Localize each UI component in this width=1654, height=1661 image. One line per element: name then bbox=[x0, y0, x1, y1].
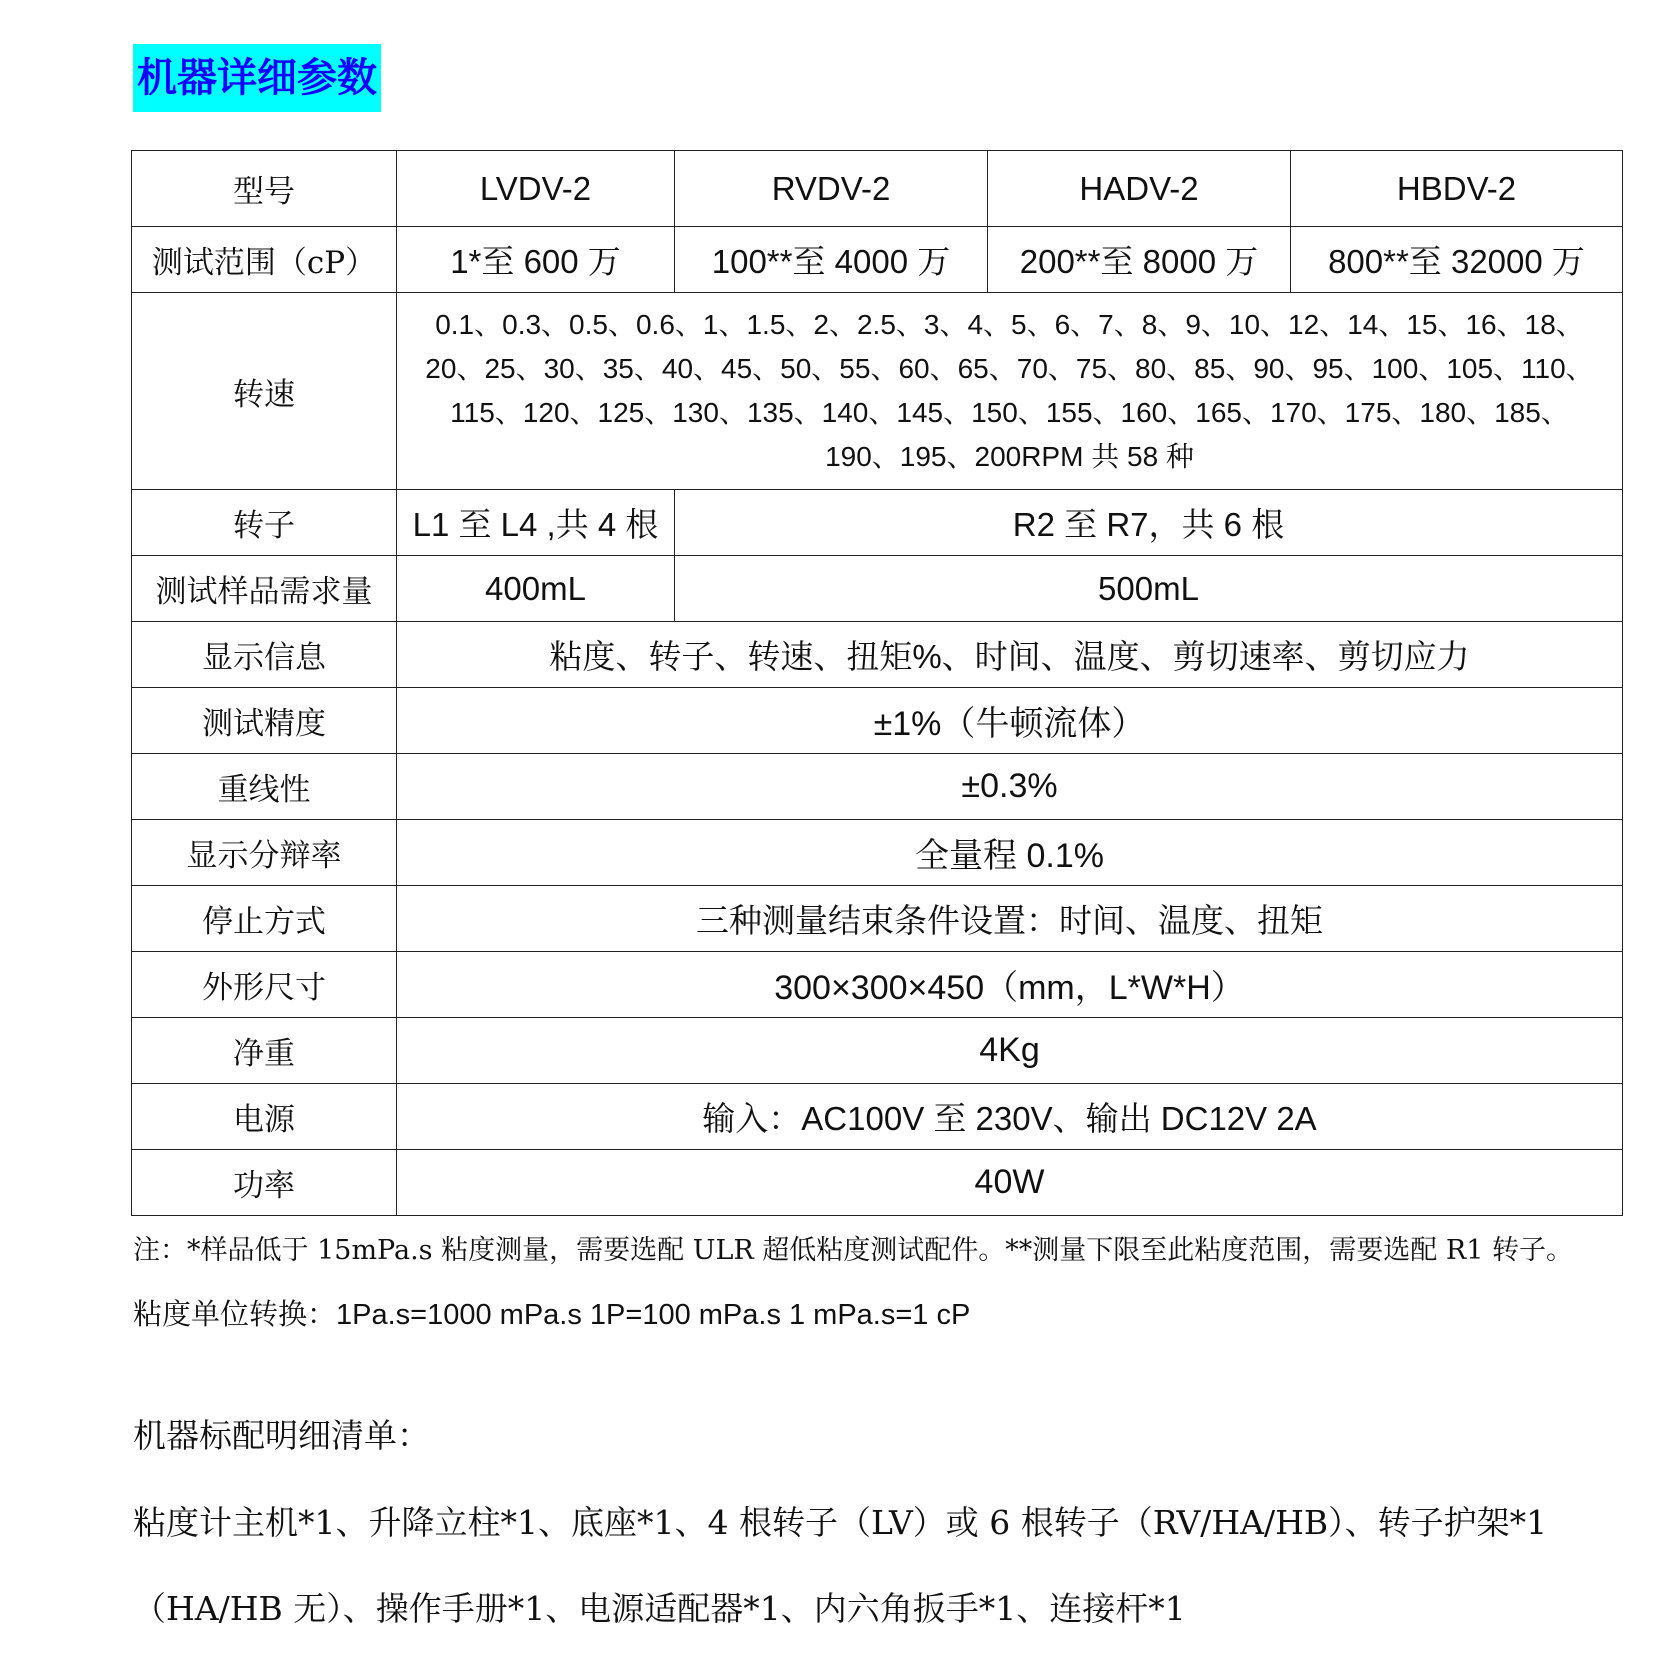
label-size: 外形尺寸 bbox=[132, 952, 397, 1018]
section-heading: 机器详细参数 bbox=[133, 44, 381, 112]
range-rvdv: 100**至 4000 万 bbox=[675, 227, 988, 293]
weight-value: 4Kg bbox=[397, 1018, 1623, 1084]
row-stop bbox=[132, 886, 1623, 952]
row-weight bbox=[132, 1018, 1623, 1084]
parameter-table bbox=[131, 150, 1623, 1216]
row-sample bbox=[132, 556, 1623, 622]
rotor-others: R2 至 R7，共 6 根 bbox=[675, 490, 1623, 556]
label-display: 显示信息 bbox=[132, 622, 397, 688]
row-model bbox=[132, 151, 1623, 227]
power-value: 40W bbox=[397, 1150, 1623, 1216]
speed-line: 0.1、0.3、0.5、0.6、1、1.5、2、2.5、3、4、5、6、7、8、9、10、12、14、15、16、18、 bbox=[435, 309, 1584, 340]
standard-list-title: 机器标配明细清单： bbox=[133, 1416, 430, 1455]
label-power: 功率 bbox=[132, 1150, 397, 1216]
model-hadv: HADV-2 bbox=[988, 151, 1291, 227]
rotor-lv: L1 至 L4 ,共 4 根 bbox=[397, 490, 675, 556]
label-sample: 测试样品需求量 bbox=[132, 556, 397, 622]
row-accuracy bbox=[132, 688, 1623, 754]
row-repeat bbox=[132, 754, 1623, 820]
power-supply-value: 输入：AC100V 至 230V、输出 DC12V 2A bbox=[397, 1084, 1623, 1150]
unit-conversion: 粘度单位转换：1Pa.s=1000 mPa.s 1P=100 mPa.s 1 mPa.s=1 cP bbox=[133, 1299, 971, 1331]
row-resolution bbox=[132, 820, 1623, 886]
label-range: 测试范围（cP） bbox=[132, 227, 397, 293]
speed-line: 115、120、125、130、135、140、145、150、155、160、165、170、175、180、185、 bbox=[450, 397, 1569, 428]
model-rvdv: RVDV-2 bbox=[675, 151, 988, 227]
resolution-value: 全量程 0.1% bbox=[397, 820, 1623, 886]
sample-lv: 400mL bbox=[397, 556, 675, 622]
model-hbdv: HBDV-2 bbox=[1291, 151, 1623, 227]
footnote: 注：*样品低于 15mPa.s 粘度测量，需要选配 ULR 超低粘度测试配件。**测量下限至此粘度范围，需要选配 R1 转子。 bbox=[133, 1235, 1573, 1266]
range-hbdv: 800**至 32000 万 bbox=[1291, 227, 1623, 293]
display-value: 粘度、转子、转速、扭矩%、时间、温度、剪切速率、剪切应力 bbox=[397, 622, 1623, 688]
label-weight: 净重 bbox=[132, 1018, 397, 1084]
label-power-supply: 电源 bbox=[132, 1084, 397, 1150]
label-accuracy: 测试精度 bbox=[132, 688, 397, 754]
speed-line: 190、195、200RPM 共 58 种 bbox=[825, 441, 1194, 472]
label-stop: 停止方式 bbox=[132, 886, 397, 952]
repeat-value: ±0.3% bbox=[397, 754, 1623, 820]
row-display bbox=[132, 622, 1623, 688]
row-rotor bbox=[132, 490, 1623, 556]
standard-list-line: 粘度计主机*1、升降立柱*1、底座*1、4 根转子（LV）或 6 根转子（RV/HA/HB）、转子护架*1 bbox=[133, 1503, 1548, 1542]
sample-others: 500mL bbox=[675, 556, 1623, 622]
label-repeat: 重线性 bbox=[132, 754, 397, 820]
row-speed bbox=[132, 293, 1623, 490]
speed-values bbox=[397, 293, 1623, 490]
range-hadv: 200**至 8000 万 bbox=[988, 227, 1291, 293]
row-size bbox=[132, 952, 1623, 1018]
label-speed: 转速 bbox=[132, 293, 397, 490]
accuracy-value: ±1%（牛顿流体） bbox=[397, 688, 1623, 754]
row-power bbox=[132, 1150, 1623, 1216]
size-value: 300×300×450（mm，L*W*H） bbox=[397, 952, 1623, 1018]
stop-value: 三种测量结束条件设置：时间、温度、扭矩 bbox=[397, 886, 1623, 952]
row-power-supply bbox=[132, 1084, 1623, 1150]
label-resolution: 显示分辩率 bbox=[132, 820, 397, 886]
range-lvdv: 1*至 600 万 bbox=[397, 227, 675, 293]
label-model: 型号 bbox=[132, 151, 397, 227]
model-lvdv: LVDV-2 bbox=[397, 151, 675, 227]
speed-line: 20、25、30、35、40、45、50、55、60、65、70、75、80、85、90、95、100、105、110、 bbox=[425, 353, 1594, 384]
label-rotor: 转子 bbox=[132, 490, 397, 556]
standard-list-line: （HA/HB 无）、操作手册*1、电源适配器*1、内六角扳手*1、连接杆*1 bbox=[133, 1589, 1186, 1628]
row-range bbox=[132, 227, 1623, 293]
